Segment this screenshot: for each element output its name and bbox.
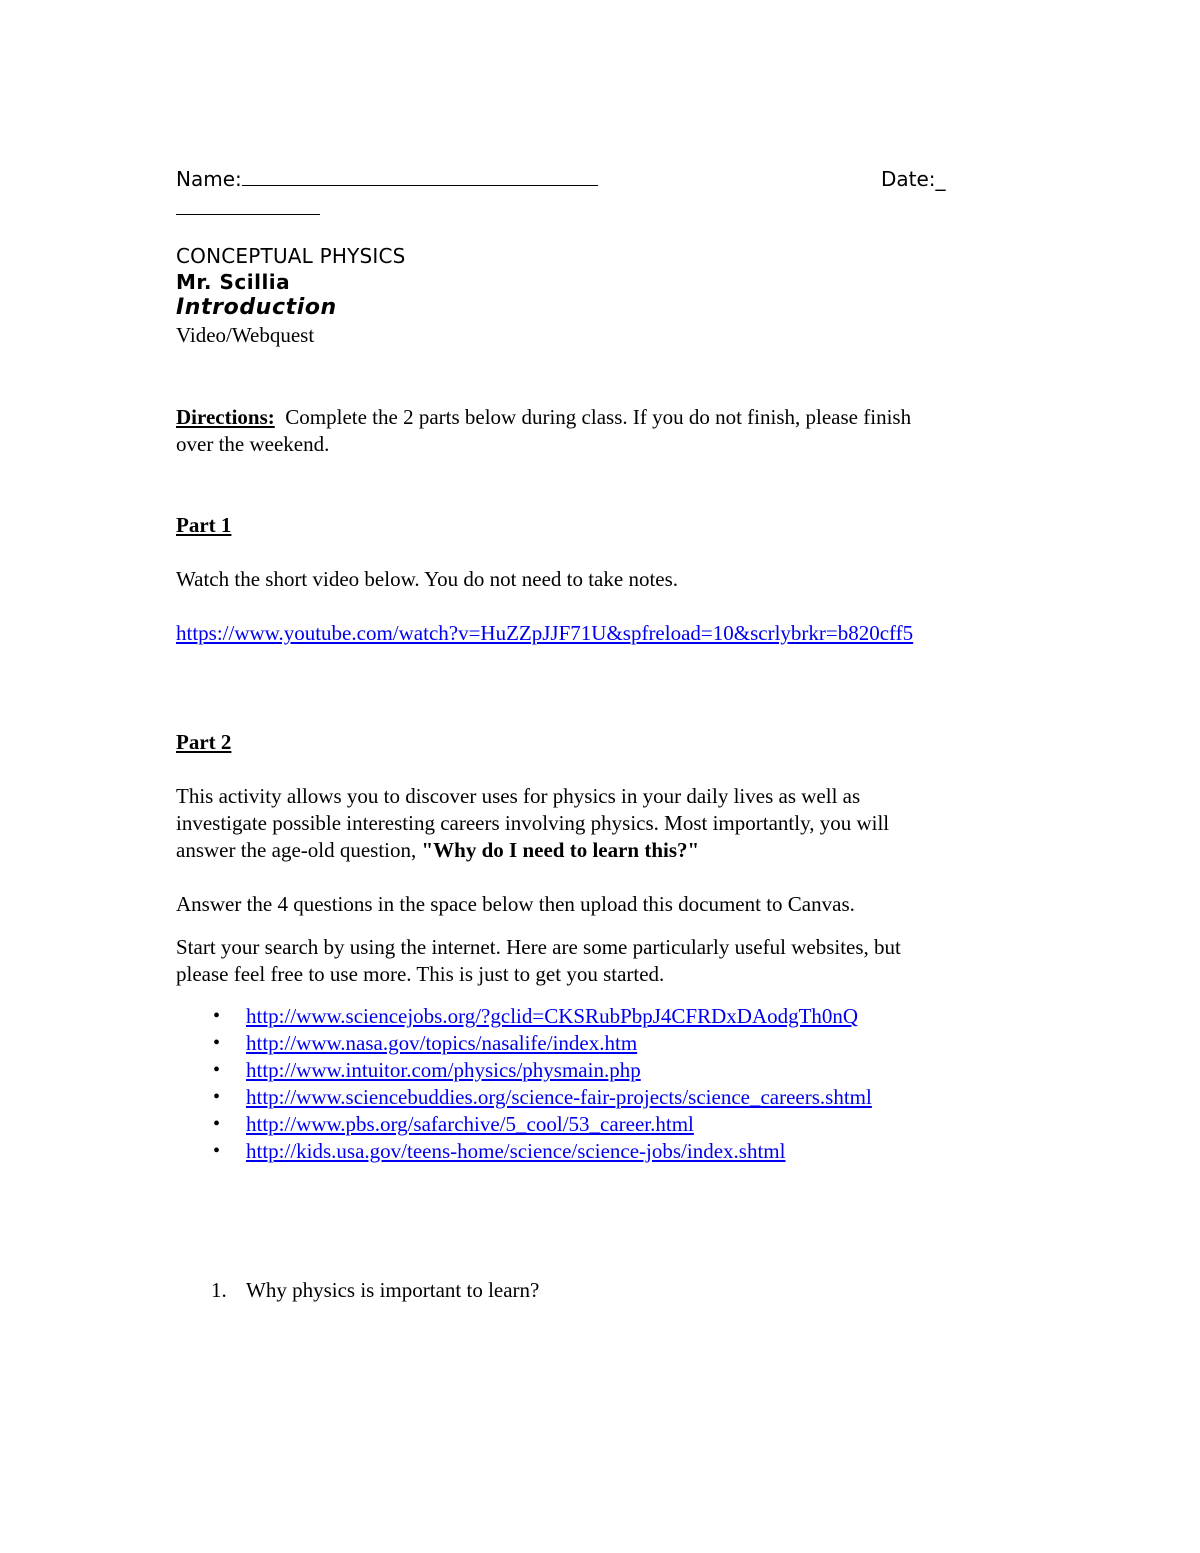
- date-blank-line[interactable]: [176, 214, 320, 215]
- name-field: [176, 167, 598, 191]
- resource-link[interactable]: http://www.sciencebuddies.org/science-fair-projects/science_careers.shtml: [246, 1085, 872, 1109]
- question-number: 1.: [211, 1278, 227, 1302]
- teacher-name: Mr. Scillia: [176, 270, 291, 294]
- name-blank-line[interactable]: [242, 185, 598, 186]
- resource-link[interactable]: http://kids.usa.gov/teens-home/science/science-jobs/index.shtml: [246, 1139, 786, 1163]
- part1-instruction: Watch the short video below. You do not need to take notes.: [176, 567, 679, 591]
- resource-link[interactable]: http://www.nasa.gov/topics/nasalife/index.htm: [246, 1031, 638, 1055]
- part2-paragraph-text: answer the age-old question,: [176, 838, 422, 862]
- date-label: Date:_: [881, 167, 946, 191]
- video-link[interactable]: https://www.youtube.com/watch?v=HuZZpJJF71U&spfreload=10&scrlybrkr=b820cff5: [176, 621, 914, 645]
- list-item: [213, 1084, 872, 1111]
- unit-title: Introduction: [176, 295, 337, 320]
- bullet-icon: •: [213, 1086, 221, 1108]
- directions-line-2: over the weekend.: [176, 432, 330, 456]
- list-item: [213, 1003, 872, 1030]
- resource-link[interactable]: http://www.sciencejobs.org/?gclid=CKSRubPbpJ4CFRDxDAodgTh0nQ: [246, 1004, 859, 1028]
- search-line-2: please feel free to use more. This is just to get you started.: [176, 962, 665, 986]
- directions-line-1: [176, 404, 911, 431]
- part1-heading: Part 1: [176, 513, 232, 537]
- part2-heading: Part 2: [176, 730, 232, 754]
- key-question: "Why do I need to learn this?": [421, 838, 700, 862]
- directions-text-1: Complete the 2 parts below during class. If you do not finish, please finish: [285, 405, 912, 429]
- list-item: [213, 1030, 872, 1057]
- list-item: [213, 1111, 872, 1138]
- directions-label: Directions:: [176, 405, 275, 429]
- resource-link[interactable]: http://www.pbs.org/safarchive/5_cool/53_career.html: [246, 1112, 694, 1136]
- bullet-icon: •: [213, 1032, 221, 1054]
- search-line-1: Start your search by using the internet. Here are some particularly useful websites, but: [176, 935, 901, 959]
- resource-link[interactable]: http://www.intuitor.com/physics/physmain.php: [246, 1058, 641, 1082]
- list-item: [213, 1057, 872, 1084]
- list-item: [213, 1138, 872, 1165]
- part2-paragraph-line-2: investigate possible interesting careers involving physics. Most importantly, you will: [176, 811, 890, 835]
- question-text: Why physics is important to learn?: [246, 1278, 540, 1302]
- name-label: Name:: [176, 167, 242, 191]
- bullet-icon: •: [213, 1140, 221, 1162]
- resource-link-list: [213, 1003, 872, 1165]
- bullet-icon: •: [213, 1113, 221, 1135]
- answer-instruction: Answer the 4 questions in the space below then upload this document to Canvas.: [176, 892, 855, 916]
- bullet-icon: •: [213, 1005, 221, 1027]
- subtitle: Video/Webquest: [176, 323, 315, 347]
- bullet-icon: •: [213, 1059, 221, 1081]
- course-title: CONCEPTUAL PHYSICS: [176, 244, 406, 268]
- part2-paragraph-line-1: This activity allows you to discover uses for physics in your daily lives as well as: [176, 784, 861, 808]
- part2-paragraph-line-3: [176, 837, 699, 864]
